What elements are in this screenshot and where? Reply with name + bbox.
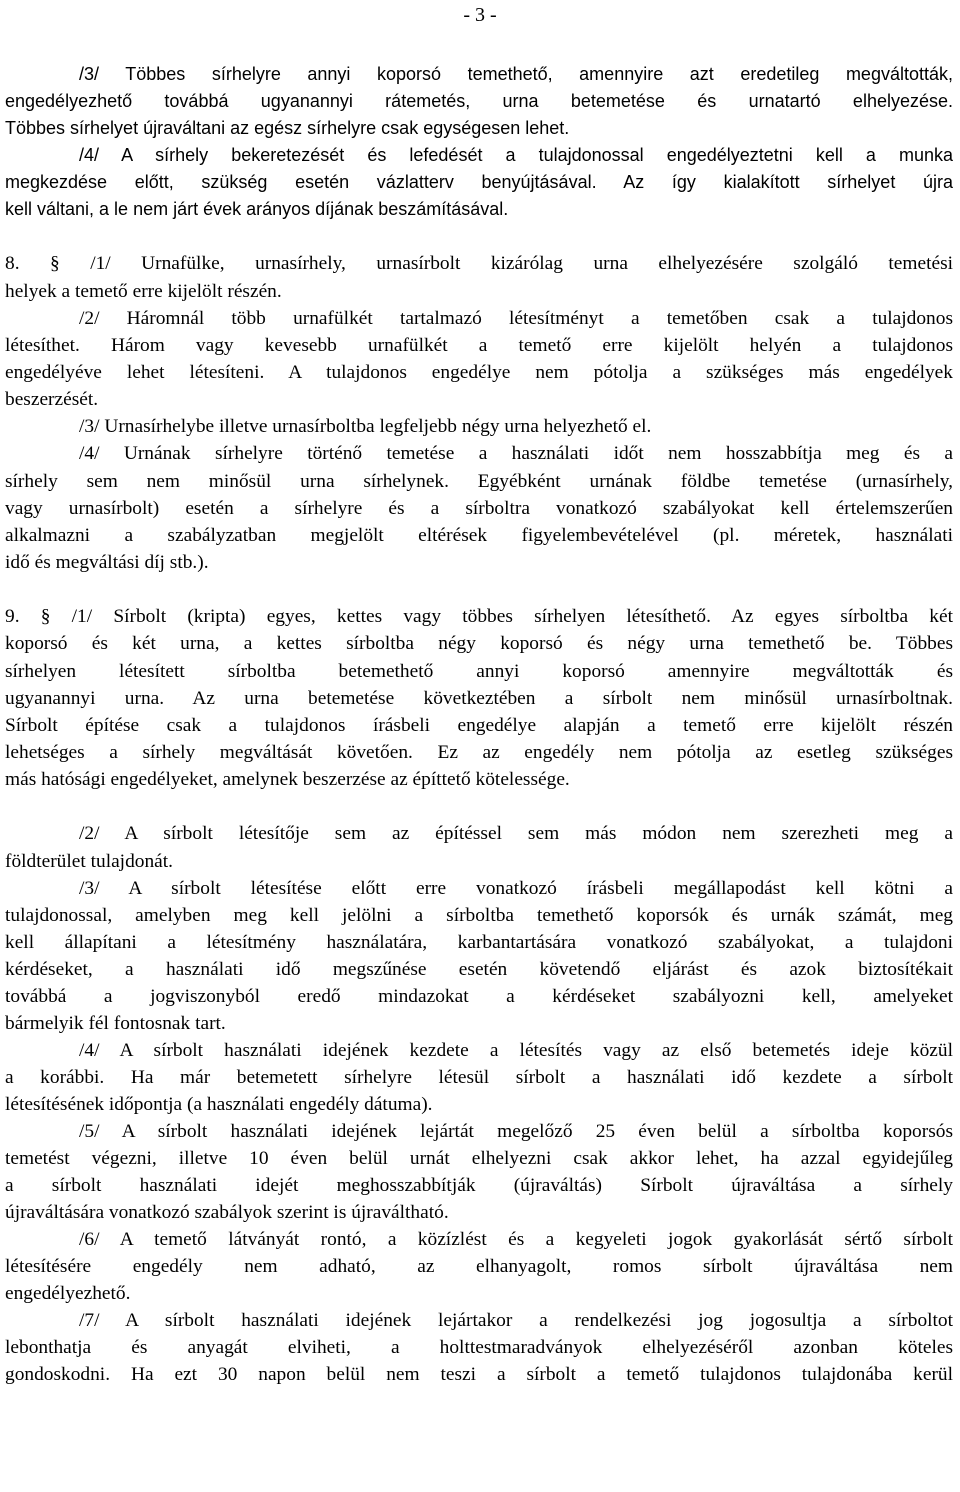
text-line: a korábbi. Ha már betemetett sírhelyre létesül sírbolt a használati idő kezdete a sírbolt bbox=[5, 1067, 953, 1088]
text-line: továbbá a jogviszonyból eredő mindazokat a kérdéseket szabályozni kell, amelyeket bbox=[5, 986, 953, 1007]
text-line: /5/ A sírbolt használati idejének lejártát megelőző 25 éven belül a sírboltba koporsós bbox=[79, 1121, 953, 1142]
text-line: vagy urnasírbolt) esetén a sírhelyre és a sírboltra vonatkozó szabályokat kell értelemszerűen bbox=[5, 498, 953, 519]
text-line: Sírbolt építése csak a tulajdonos írásbeli engedélye alapján a temető erre kijelölt részén bbox=[5, 715, 953, 736]
text-line: beszerzését. bbox=[5, 389, 99, 410]
text-line: lehetséges a sírhely megváltását követően. Ez az engedély nem pótolja az esetleg szükséges bbox=[5, 742, 953, 763]
text-line: temetést végezni, illetve 10 éven belül urnát elhelyezni csak akkor lehet, ha azzal egyidejűleg bbox=[5, 1148, 953, 1169]
text-line: tulajdonossal, amelyben meg kell jelölni a sírboltba temethető koporsók és urnák számát, meg bbox=[5, 905, 953, 926]
text-line: helyek a temető erre kijelölt részén. bbox=[5, 281, 282, 302]
text-line: ugyanannyi urna. Az urna betemetése következtében a sírbolt nem minősül urnasírboltnak. bbox=[5, 688, 953, 709]
text-line: /3/ Többes sírhelyre annyi koporsó temethető, amennyire azt eredetileg megváltották, bbox=[79, 64, 953, 84]
text-line: /4/ A sírbolt használati idejének kezdete a létesítés vagy az első betemetés ideje közül bbox=[79, 1040, 953, 1061]
text-line: sírhelyen létesített sírboltba betemethető annyi koporsó amennyire megváltották és bbox=[5, 661, 953, 682]
text-line: engedélyezhető továbbá ugyanannyi rátemetés, urna betemetése és urnatartó elhelyezése. bbox=[5, 91, 953, 111]
text-line: /6/ A temető látványát rontó, a közízlést és a kegyeleti jogok gyakorlását sértő sírbolt bbox=[79, 1229, 953, 1250]
text-line: megkezdése előtt, szükség esetén vázlatterv benyújtásával. Az így kialakított sírhelyet újra bbox=[5, 172, 953, 192]
text-line: idő és megváltási díj stb.). bbox=[5, 552, 209, 573]
text-line: bármelyik fél fontosnak tart. bbox=[5, 1013, 226, 1034]
text-line: koporsó és két urna, a kettes sírboltba négy koporsó és négy urna temethető be. Többes bbox=[5, 633, 953, 654]
text-line: engedélyéve lehet létesíteni. A tulajdonos engedélye nem pótolja a szükséges más engedélyek bbox=[5, 362, 953, 383]
text-line: /2/ Háromnál több urnafülkét tartalmazó létesítményt a temetőben csak a tulajdonos bbox=[79, 308, 953, 329]
text-line: /3/ Urnasírhelybe illetve urnasírboltba legfeljebb négy urna helyezhető el. bbox=[79, 416, 652, 437]
text-line: /7/ A sírbolt használati idejének lejártakor a rendelkezési jog jogosultja a sírboltot bbox=[79, 1310, 953, 1331]
text-line: /4/ A sírhely bekeretezését és lefedését a tulajdonossal engedélyeztetni kell a munka bbox=[79, 145, 953, 165]
text-line: lebonthatja és anyagát elviheti, a holttestmaradványok elhelyezéséről azonban köteles bbox=[5, 1337, 953, 1358]
page-number: - 3 - bbox=[463, 4, 497, 26]
text-line: újraváltására vonatkozó szabályok szerint is újraváltható. bbox=[5, 1202, 449, 1223]
text-line: 9. § /1/ Sírbolt (kripta) egyes, kettes vagy többes sírhelyen létesíthető. Az egyes sírboltba két bbox=[5, 606, 953, 627]
text-line: /2/ A sírbolt létesítője sem az építéssel sem más módon nem szerezheti meg a bbox=[79, 823, 953, 844]
text-line: más hatósági engedélyeket, amelynek beszerzése az építtető kötelessége. bbox=[5, 769, 570, 790]
text-line: kérdéseket, a használati idő megszűnése esetén követendő eljárást és azok biztosítékait bbox=[5, 959, 953, 980]
text-line: gondoskodni. Ha ezt 30 napon belül nem teszi a sírbolt a temető tulajdonos tulajdonába kerül bbox=[5, 1364, 953, 1385]
text-line: létesítésére engedély nem adható, az elhanyagolt, romos sírbolt újraváltása nem bbox=[5, 1256, 953, 1277]
text-line: létesíthet. Három vagy kevesebb urnafülkét a temető erre kijelölt helyén a tulajdonos bbox=[5, 335, 953, 356]
text-line: a sírbolt használati idejét meghosszabbítják (újraváltás) Sírbolt újraváltása a sírhely bbox=[5, 1175, 953, 1196]
text-line: alkalmazni a szabályzatban megjelölt eltérések figyelembevételével (pl. méretek, használati bbox=[5, 525, 953, 546]
text-line: földterület tulajdonát. bbox=[5, 851, 174, 872]
text-line: sírhely sem nem minősül urna sírhelynek. Egyébként urnának földbe temetése (urnasírhely, bbox=[5, 471, 953, 492]
text-line: Többes sírhelyet újraváltani az egész sírhelyre csak egységesen lehet. bbox=[5, 118, 570, 138]
text-line: /4/ Urnának sírhelyre történő temetése a használati időt nem hosszabbítja meg és a bbox=[79, 443, 953, 464]
text-line: kell állapítani a létesítmény használatára, karbantartására vonatkozó szabályokat, a tulajdoni bbox=[5, 932, 953, 953]
text-line: engedélyezhető. bbox=[5, 1283, 131, 1304]
text-line: 8. § /1/ Urnafülke, urnasírhely, urnasírbolt kizárólag urna elhelyezésére szolgáló temetési bbox=[5, 253, 953, 274]
text-line: kell váltani, a le nem járt évek arányos díjának beszámításával. bbox=[5, 199, 509, 219]
text-line: /3/ A sírbolt létesítése előtt erre vonatkozó írásbeli megállapodást kell kötni a bbox=[79, 878, 953, 899]
text-line: létesítésének időpontja (a használati engedély dátuma). bbox=[5, 1094, 433, 1115]
